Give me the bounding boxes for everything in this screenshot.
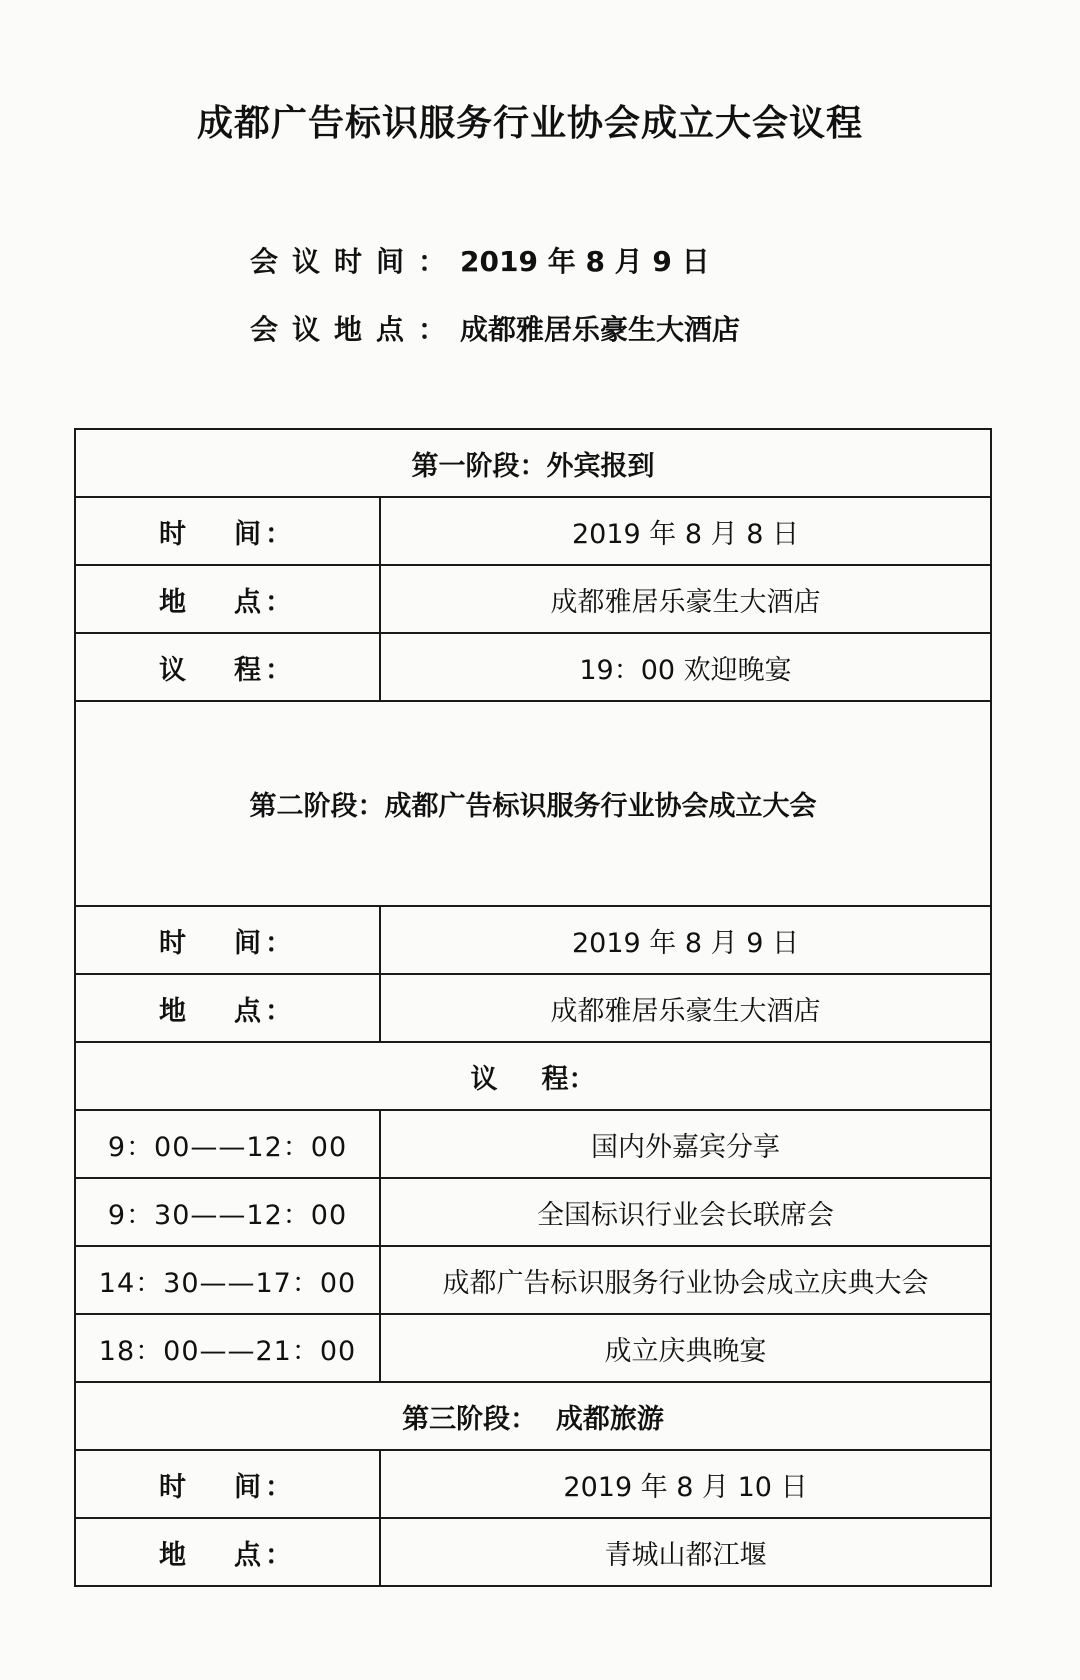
table-row bbox=[75, 1042, 991, 1110]
stage1-agenda-value: 19：00 欢迎晚宴 bbox=[380, 633, 991, 701]
agenda-item-event: 全国标识行业会长联席会 bbox=[380, 1178, 991, 1246]
stage1-time-label: 时 间： bbox=[75, 497, 380, 565]
meeting-place-label: 会议地点： bbox=[250, 313, 461, 346]
table-row bbox=[75, 1450, 991, 1518]
document-title: 成都广告标识服务行业协会成立大会议程 bbox=[196, 103, 863, 144]
meeting-time-label: 会议时间： bbox=[250, 245, 461, 278]
table-row bbox=[75, 1178, 991, 1246]
stage2-heading: 第二阶段：成都广告标识服务行业协会成立大会 bbox=[75, 701, 991, 906]
stage3-heading: 第三阶段： 成都旅游 bbox=[75, 1382, 991, 1450]
stage2-agenda-label: 议 程： bbox=[75, 1042, 991, 1110]
agenda-item-time: 14：30——17：00 bbox=[75, 1246, 380, 1314]
stage2-heading-row bbox=[75, 701, 991, 906]
agenda-item-event: 国内外嘉宾分享 bbox=[380, 1110, 991, 1178]
table-row bbox=[75, 1246, 991, 1314]
table-row bbox=[75, 497, 991, 565]
meeting-place bbox=[250, 308, 740, 348]
stage2-place-value: 成都雅居乐豪生大酒店 bbox=[380, 974, 991, 1042]
table-row bbox=[75, 906, 991, 974]
stage1-heading: 第一阶段：外宾报到 bbox=[75, 429, 991, 497]
stage3-place-value: 青城山都江堰 bbox=[380, 1518, 991, 1586]
table-row bbox=[75, 1314, 991, 1382]
table-row bbox=[75, 974, 991, 1042]
stage2-time-label: 时 间： bbox=[75, 906, 380, 974]
stage1-time-value: 2019 年 8 月 8 日 bbox=[380, 497, 991, 565]
stage1-heading-row bbox=[75, 429, 991, 497]
meeting-place-value: 成都雅居乐豪生大酒店 bbox=[460, 313, 741, 346]
stage2-time-value: 2019 年 8 月 9 日 bbox=[380, 906, 991, 974]
stage3-time-value: 2019 年 8 月 10 日 bbox=[380, 1450, 991, 1518]
stage1-place-value: 成都雅居乐豪生大酒店 bbox=[380, 565, 991, 633]
agenda-item-time: 9：00——12：00 bbox=[75, 1110, 380, 1178]
agenda-item-time: 9：30——12：00 bbox=[75, 1178, 380, 1246]
table-row bbox=[75, 1110, 991, 1178]
table-row bbox=[75, 633, 991, 701]
stage3-heading-row bbox=[75, 1382, 991, 1450]
meeting-time-value: 2019 年 8 月 9 日 bbox=[460, 245, 710, 278]
agenda-item-time: 18：00——21：00 bbox=[75, 1314, 380, 1382]
agenda-table bbox=[74, 428, 992, 1587]
stage2-place-label: 地 点： bbox=[75, 974, 380, 1042]
table-row bbox=[75, 565, 991, 633]
agenda-item-event: 成都广告标识服务行业协会成立庆典大会 bbox=[380, 1246, 991, 1314]
stage3-place-label: 地 点： bbox=[75, 1518, 380, 1586]
agenda-item-event: 成立庆典晚宴 bbox=[380, 1314, 991, 1382]
table-row bbox=[75, 1518, 991, 1586]
stage1-place-label: 地 点： bbox=[75, 565, 380, 633]
meeting-time bbox=[250, 240, 710, 280]
stage3-time-label: 时 间： bbox=[75, 1450, 380, 1518]
stage1-agenda-label: 议 程： bbox=[75, 633, 380, 701]
